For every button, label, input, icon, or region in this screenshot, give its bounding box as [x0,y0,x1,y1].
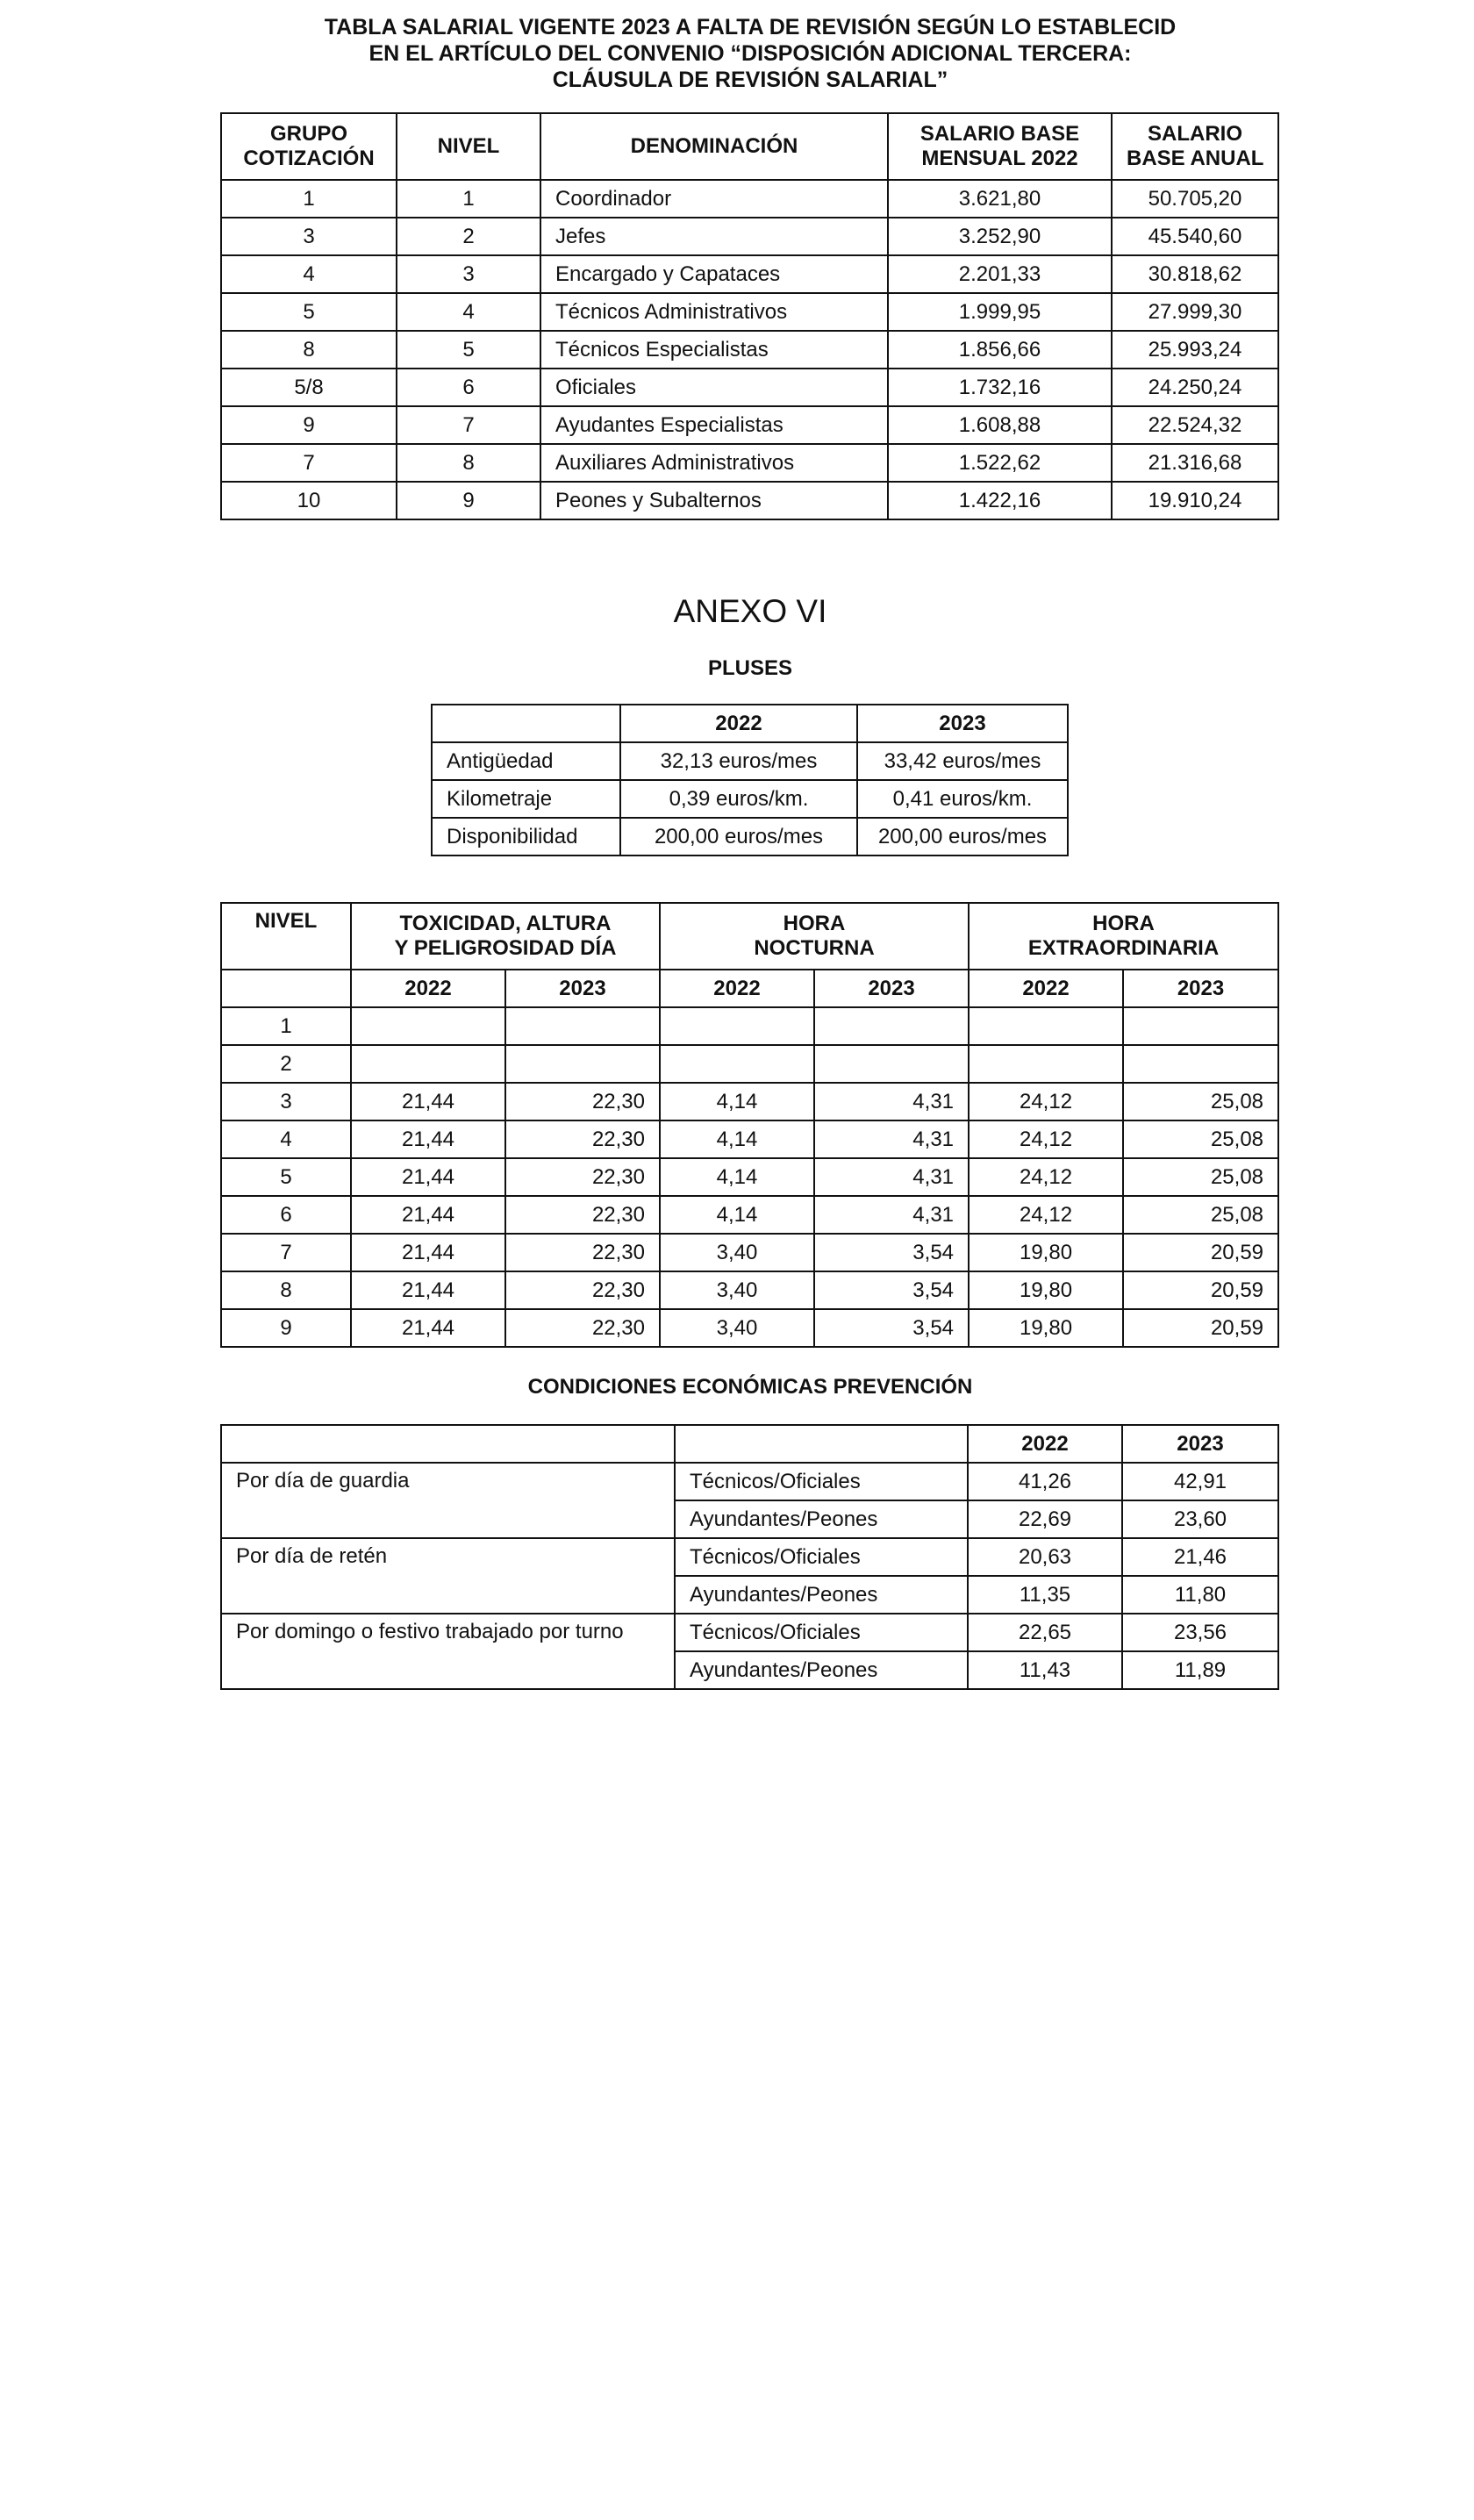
prevencion-concept-cell: Por día de retén [221,1538,675,1614]
nocturna-2022-cell: 3,40 [660,1234,814,1271]
nocturna-2023-cell: 3,54 [814,1234,969,1271]
prevencion-concept-cell: Por día de guardia [221,1463,675,1538]
denominacion-cell: Ayudantes Especialistas [540,406,888,444]
nocturna-2022-cell: 4,14 [660,1196,814,1234]
header-2023: 2023 [857,705,1068,742]
prevencion-2022-cell: 22,69 [968,1500,1122,1538]
toxicidad-2022-cell: 21,44 [351,1234,505,1271]
subheader-noc-2023: 2023 [814,970,969,1007]
grupo-cell: 8 [221,331,397,369]
prevencion-2022-cell: 22,65 [968,1614,1122,1651]
toxicidad-2023-cell: 22,30 [505,1196,660,1234]
nivel-cell: 6 [221,1196,351,1234]
grupo-cell: 7 [221,444,397,482]
plus-2022-cell: 200,00 euros/mes [620,818,857,856]
table-row [221,1045,1278,1083]
nivel-cell: 6 [397,369,540,406]
table-row [221,1463,1278,1500]
table-row [221,331,1278,369]
page-title [0,14,1474,93]
salario-mensual-cell: 1.856,66 [888,331,1112,369]
nivel-table-header [221,903,1278,970]
extraordinaria-2023-cell [1123,1045,1278,1083]
prevencion-2022-cell: 11,35 [968,1576,1122,1614]
salario-anual-cell: 30.818,62 [1112,255,1278,293]
prevencion-table-header [221,1425,1278,1463]
table-row [432,742,1068,780]
grupo-cell: 3 [221,218,397,255]
toxicidad-2023-cell: 22,30 [505,1271,660,1309]
nivel-cell: 1 [397,180,540,218]
extraordinaria-2022-cell: 24,12 [969,1158,1123,1196]
nivel-cell: 2 [221,1045,351,1083]
table-row [221,1158,1278,1196]
header-grupo: GRUPO COTIZACIÓN [221,113,397,180]
subheader-noc-2022: 2022 [660,970,814,1007]
pluses-table-header [432,705,1068,742]
toxicidad-2023-cell: 22,30 [505,1083,660,1120]
denominacion-cell: Auxiliares Administrativos [540,444,888,482]
plus-2022-cell: 32,13 euros/mes [620,742,857,780]
salario-anual-cell: 25.993,24 [1112,331,1278,369]
header-nivel: NIVEL [397,113,540,180]
extraordinaria-2022-cell [969,1007,1123,1045]
nocturna-2022-cell: 4,14 [660,1083,814,1120]
extraordinaria-2023-cell: 20,59 [1123,1234,1278,1271]
extraordinaria-2023-cell: 25,08 [1123,1158,1278,1196]
toxicidad-2022-cell [351,1007,505,1045]
table-row [432,818,1068,856]
title-line-2: EN EL ARTÍCULO DEL CONVENIO “DISPOSICIÓN ADICIONAL TERCERA: [368,41,1132,66]
extraordinaria-2023-cell: 25,08 [1123,1083,1278,1120]
header-2022: 2022 [620,705,857,742]
header-hora-extraordinaria: HORA EXTRAORDINARIA [969,903,1278,970]
subheader-empty [221,970,351,1007]
anexo-title: ANEXO VI [673,593,827,629]
nivel-table-subheader [221,970,1278,1007]
plus-label-cell: Antigüedad [432,742,620,780]
table-row [221,218,1278,255]
toxicidad-2023-cell: 22,30 [505,1309,660,1347]
prevencion-2023-cell: 21,46 [1122,1538,1278,1576]
denominacion-cell: Oficiales [540,369,888,406]
table-row [221,1614,1278,1651]
nocturna-2022-cell: 4,14 [660,1158,814,1196]
extraordinaria-2022-cell [969,1045,1123,1083]
salario-anual-cell: 45.540,60 [1112,218,1278,255]
toxicidad-2022-cell: 21,44 [351,1271,505,1309]
subheader-ext-2023: 2023 [1123,970,1278,1007]
table-row [221,255,1278,293]
grupo-cell: 1 [221,180,397,218]
subheader-tox-2022: 2022 [351,970,505,1007]
prevencion-category-cell: Técnicos/Oficiales [675,1614,968,1651]
table-row [221,1120,1278,1158]
nivel-cell: 8 [221,1271,351,1309]
toxicidad-2022-cell: 21,44 [351,1120,505,1158]
extraordinaria-2023-cell: 25,08 [1123,1196,1278,1234]
grupo-cell: 4 [221,255,397,293]
prevencion-2023-cell: 23,56 [1122,1614,1278,1651]
toxicidad-2022-cell: 21,44 [351,1196,505,1234]
salary-table [220,112,1279,520]
salario-anual-cell: 24.250,24 [1112,369,1278,406]
salario-mensual-cell: 1.608,88 [888,406,1112,444]
plus-2023-cell: 200,00 euros/mes [857,818,1068,856]
nivel-cell: 1 [221,1007,351,1045]
nivel-table [220,902,1279,1348]
extraordinaria-2023-cell: 20,59 [1123,1271,1278,1309]
header-toxicidad: TOXICIDAD, ALTURA Y PELIGROSIDAD DÍA [351,903,660,970]
nocturna-2022-cell [660,1007,814,1045]
salario-anual-cell: 19.910,24 [1112,482,1278,519]
prevencion-2023-cell: 42,91 [1122,1463,1278,1500]
table-row [221,180,1278,218]
prevencion-title: CONDICIONES ECONÓMICAS PREVENCIÓN [527,1375,973,1399]
nivel-cell: 8 [397,444,540,482]
prevencion-2023-cell: 23,60 [1122,1500,1278,1538]
table-row [221,406,1278,444]
extraordinaria-2023-cell [1123,1007,1278,1045]
pluses-table [431,704,1069,856]
toxicidad-2022-cell: 21,44 [351,1083,505,1120]
nocturna-2022-cell: 3,40 [660,1309,814,1347]
title-line-3: CLÁUSULA DE REVISIÓN SALARIAL” [552,68,948,92]
salary-table-header [221,113,1278,180]
prevencion-category-cell: Ayundantes/Peones [675,1576,968,1614]
subheader-tox-2023: 2023 [505,970,660,1007]
subheader-ext-2022: 2022 [969,970,1123,1007]
toxicidad-2023-cell [505,1007,660,1045]
table-row [221,482,1278,519]
nocturna-2023-cell [814,1007,969,1045]
table-row [221,1309,1278,1347]
title-line-1: TABLA SALARIAL VIGENTE 2023 A FALTA DE REVISIÓN SEGÚN LO ESTABLECID [324,15,1177,39]
header-hora-nocturna: HORA NOCTURNA [660,903,969,970]
nocturna-2023-cell: 4,31 [814,1158,969,1196]
plus-2022-cell: 0,39 euros/km. [620,780,857,818]
table-row [221,1083,1278,1120]
salario-anual-cell: 22.524,32 [1112,406,1278,444]
nivel-cell: 7 [397,406,540,444]
toxicidad-2023-cell: 22,30 [505,1158,660,1196]
toxicidad-2022-cell: 21,44 [351,1158,505,1196]
table-row [432,780,1068,818]
nivel-cell: 4 [397,293,540,331]
salario-mensual-cell: 1.422,16 [888,482,1112,519]
nocturna-2022-cell [660,1045,814,1083]
toxicidad-2022-cell: 21,44 [351,1309,505,1347]
header-salario-anual: SALARIO BASE ANUAL [1112,113,1278,180]
header-nivel: NIVEL [221,903,351,970]
salario-anual-cell: 21.316,68 [1112,444,1278,482]
salario-mensual-cell: 3.252,90 [888,218,1112,255]
salario-mensual-cell: 1.522,62 [888,444,1112,482]
nivel-cell: 3 [397,255,540,293]
plus-2023-cell: 0,41 euros/km. [857,780,1068,818]
nocturna-2022-cell: 3,40 [660,1271,814,1309]
prevencion-category-cell: Ayundantes/Peones [675,1651,968,1689]
denominacion-cell: Peones y Subalternos [540,482,888,519]
prevencion-2022-cell: 41,26 [968,1463,1122,1500]
extraordinaria-2023-cell: 25,08 [1123,1120,1278,1158]
header-empty [432,705,620,742]
grupo-cell: 9 [221,406,397,444]
plus-label-cell: Kilometraje [432,780,620,818]
nocturna-2023-cell: 4,31 [814,1083,969,1120]
nivel-cell: 9 [221,1309,351,1347]
denominacion-cell: Jefes [540,218,888,255]
nivel-cell: 5 [221,1158,351,1196]
nocturna-2023-cell [814,1045,969,1083]
prevencion-category-cell: Técnicos/Oficiales [675,1538,968,1576]
nivel-cell: 7 [221,1234,351,1271]
extraordinaria-2022-cell: 19,80 [969,1271,1123,1309]
nocturna-2023-cell: 3,54 [814,1271,969,1309]
nivel-cell: 3 [221,1083,351,1120]
grupo-cell: 5 [221,293,397,331]
toxicidad-2023-cell [505,1045,660,1083]
nivel-cell: 9 [397,482,540,519]
nocturna-2023-cell: 4,31 [814,1120,969,1158]
extraordinaria-2022-cell: 19,80 [969,1309,1123,1347]
prevencion-2022-cell: 11,43 [968,1651,1122,1689]
salario-mensual-cell: 2.201,33 [888,255,1112,293]
salario-anual-cell: 50.705,20 [1112,180,1278,218]
extraordinaria-2022-cell: 24,12 [969,1120,1123,1158]
toxicidad-2023-cell: 22,30 [505,1234,660,1271]
header-2023: 2023 [1122,1425,1278,1463]
prevencion-2022-cell: 20,63 [968,1538,1122,1576]
header-2022: 2022 [968,1425,1122,1463]
prevencion-table [220,1424,1279,1690]
salario-mensual-cell: 3.621,80 [888,180,1112,218]
extraordinaria-2022-cell: 24,12 [969,1196,1123,1234]
salario-mensual-cell: 1.999,95 [888,293,1112,331]
prevencion-2023-cell: 11,89 [1122,1651,1278,1689]
pluses-title: PLUSES [707,656,793,680]
nocturna-2022-cell: 4,14 [660,1120,814,1158]
denominacion-cell: Coordinador [540,180,888,218]
extraordinaria-2022-cell: 24,12 [969,1083,1123,1120]
header-salario-mensual: SALARIO BASE MENSUAL 2022 [888,113,1112,180]
prevencion-2023-cell: 11,80 [1122,1576,1278,1614]
table-row [221,293,1278,331]
nocturna-2023-cell: 4,31 [814,1196,969,1234]
table-row [221,1196,1278,1234]
nivel-cell: 4 [221,1120,351,1158]
table-row [221,1538,1278,1576]
extraordinaria-2023-cell: 20,59 [1123,1309,1278,1347]
nivel-cell: 2 [397,218,540,255]
prevencion-category-cell: Técnicos/Oficiales [675,1463,968,1500]
salario-anual-cell: 27.999,30 [1112,293,1278,331]
table-row [221,444,1278,482]
prevencion-concept-cell: Por domingo o festivo trabajado por turno [221,1614,675,1689]
denominacion-cell: Encargado y Capataces [540,255,888,293]
nivel-cell: 5 [397,331,540,369]
table-row [221,1234,1278,1271]
grupo-cell: 5/8 [221,369,397,406]
table-row [221,369,1278,406]
salario-mensual-cell: 1.732,16 [888,369,1112,406]
toxicidad-2022-cell [351,1045,505,1083]
table-row [221,1271,1278,1309]
header-empty-1 [221,1425,675,1463]
grupo-cell: 10 [221,482,397,519]
denominacion-cell: Técnicos Especialistas [540,331,888,369]
table-row [221,1007,1278,1045]
toxicidad-2023-cell: 22,30 [505,1120,660,1158]
extraordinaria-2022-cell: 19,80 [969,1234,1123,1271]
denominacion-cell: Técnicos Administrativos [540,293,888,331]
plus-label-cell: Disponibilidad [432,818,620,856]
header-empty-2 [675,1425,968,1463]
nocturna-2023-cell: 3,54 [814,1309,969,1347]
prevencion-category-cell: Ayundantes/Peones [675,1500,968,1538]
plus-2023-cell: 33,42 euros/mes [857,742,1068,780]
header-denominacion: DENOMINACIÓN [540,113,888,180]
